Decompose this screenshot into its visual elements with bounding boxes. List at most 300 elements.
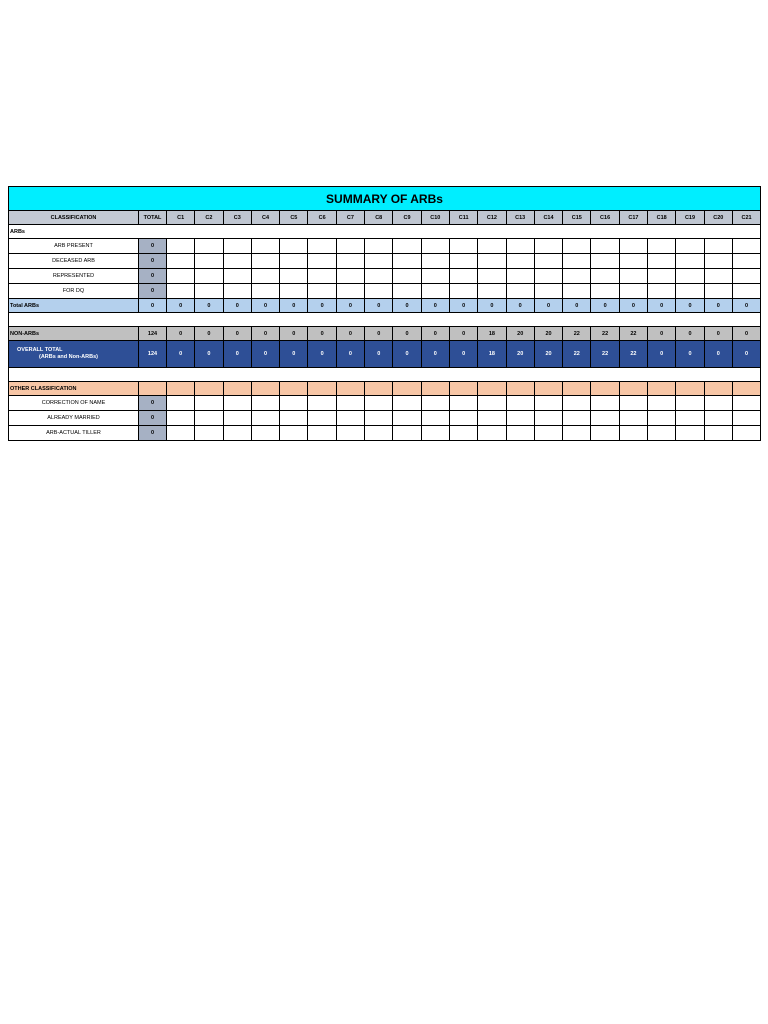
input-cell[interactable] — [167, 269, 195, 284]
other-item-label: ARB-ACTUAL TILLER — [9, 426, 139, 441]
overall-total-value: 0 — [648, 341, 676, 368]
input-cell[interactable] — [478, 269, 506, 284]
total-arbs-value: 0 — [619, 299, 647, 313]
overall-total-value: 0 — [365, 341, 393, 368]
input-cell[interactable] — [365, 411, 393, 426]
input-cell[interactable] — [534, 411, 562, 426]
empty-cell — [421, 382, 449, 396]
total-arbs-value: 0 — [563, 299, 591, 313]
input-cell[interactable] — [167, 284, 195, 299]
overall-total-value: 0 — [449, 341, 477, 368]
empty-cell — [591, 368, 619, 382]
empty-cell — [421, 368, 449, 382]
empty-cell — [534, 368, 562, 382]
empty-cell — [704, 368, 732, 382]
input-cell[interactable] — [704, 254, 732, 269]
input-cell[interactable] — [563, 254, 591, 269]
input-cell[interactable] — [534, 239, 562, 254]
total-arbs-value: 0 — [648, 299, 676, 313]
total-arbs-value: 0 — [591, 299, 619, 313]
empty-cell — [478, 368, 506, 382]
arbs-section-row — [9, 225, 761, 239]
total-arbs-value: 0 — [280, 299, 308, 313]
input-cell[interactable] — [223, 239, 251, 254]
input-cell[interactable] — [223, 426, 251, 441]
input-cell[interactable] — [308, 254, 336, 269]
input-cell[interactable] — [648, 254, 676, 269]
input-cell[interactable] — [336, 411, 364, 426]
empty-cell — [393, 225, 421, 239]
total-arbs-value: 0 — [251, 299, 279, 313]
input-cell[interactable] — [676, 239, 704, 254]
input-cell[interactable] — [195, 426, 223, 441]
input-cell[interactable] — [506, 426, 534, 441]
overall-total-value: 0 — [280, 341, 308, 368]
overall-total-value: 0 — [732, 341, 760, 368]
empty-cell — [648, 225, 676, 239]
empty-cell — [619, 368, 647, 382]
input-cell[interactable] — [223, 269, 251, 284]
input-cell[interactable] — [421, 239, 449, 254]
input-cell[interactable] — [365, 269, 393, 284]
input-cell[interactable] — [195, 254, 223, 269]
input-cell[interactable] — [619, 269, 647, 284]
input-cell[interactable] — [336, 396, 364, 411]
other-item-label: ALREADY MARRIED — [9, 411, 139, 426]
input-cell[interactable] — [336, 254, 364, 269]
empty-cell — [393, 368, 421, 382]
input-cell[interactable] — [251, 239, 279, 254]
non-arbs-value: 0 — [704, 327, 732, 341]
overall-total-value: 0 — [308, 341, 336, 368]
input-cell[interactable] — [421, 411, 449, 426]
arb-item-row — [9, 254, 761, 269]
input-cell[interactable] — [251, 396, 279, 411]
empty-cell — [251, 368, 279, 382]
empty-cell — [534, 225, 562, 239]
non-arbs-value: 22 — [563, 327, 591, 341]
input-cell[interactable] — [251, 254, 279, 269]
total-arbs-value: 0 — [534, 299, 562, 313]
input-cell[interactable] — [478, 426, 506, 441]
other-classification-label: OTHER CLASSIFICATION — [9, 382, 139, 396]
input-cell[interactable] — [251, 284, 279, 299]
overall-total-value: 0 — [704, 341, 732, 368]
input-cell[interactable] — [506, 239, 534, 254]
input-cell[interactable] — [280, 411, 308, 426]
input-cell[interactable] — [449, 254, 477, 269]
empty-cell — [676, 225, 704, 239]
non-arbs-value: 22 — [591, 327, 619, 341]
overall-total-value: 20 — [506, 341, 534, 368]
empty-cell — [506, 313, 534, 327]
empty-cell — [421, 225, 449, 239]
empty-cell — [251, 225, 279, 239]
input-cell[interactable] — [280, 254, 308, 269]
input-cell[interactable] — [195, 396, 223, 411]
empty-cell — [421, 313, 449, 327]
overall-total-value: 18 — [478, 341, 506, 368]
input-cell[interactable] — [449, 284, 477, 299]
empty-cell — [223, 382, 251, 396]
input-cell[interactable] — [280, 284, 308, 299]
empty-cell — [591, 225, 619, 239]
header-classification: CLASSIFICATION — [9, 211, 139, 225]
input-cell[interactable] — [308, 411, 336, 426]
input-cell[interactable] — [478, 284, 506, 299]
input-cell[interactable] — [619, 426, 647, 441]
input-cell[interactable] — [534, 269, 562, 284]
input-cell[interactable] — [393, 269, 421, 284]
input-cell[interactable] — [251, 269, 279, 284]
empty-cell — [704, 382, 732, 396]
input-cell[interactable] — [365, 284, 393, 299]
input-cell[interactable] — [336, 239, 364, 254]
input-cell[interactable] — [251, 411, 279, 426]
input-cell[interactable] — [563, 284, 591, 299]
overall-total-label-cell — [9, 341, 139, 368]
input-cell[interactable] — [676, 284, 704, 299]
input-cell[interactable] — [223, 411, 251, 426]
input-cell[interactable] — [308, 396, 336, 411]
input-cell[interactable] — [223, 396, 251, 411]
empty-cell — [167, 382, 195, 396]
header-column: C12 — [478, 211, 506, 225]
input-cell[interactable] — [167, 426, 195, 441]
header-column: C6 — [308, 211, 336, 225]
empty-cell — [506, 225, 534, 239]
empty-cell — [563, 368, 591, 382]
input-cell[interactable] — [591, 284, 619, 299]
input-cell[interactable] — [336, 284, 364, 299]
total-arbs-value: 0 — [449, 299, 477, 313]
empty-cell — [478, 382, 506, 396]
header-column: C4 — [251, 211, 279, 225]
non-arbs-value: 0 — [393, 327, 421, 341]
input-cell[interactable] — [732, 396, 760, 411]
total-arbs-value: 0 — [308, 299, 336, 313]
input-cell[interactable] — [308, 269, 336, 284]
non-arbs-value: 0 — [308, 327, 336, 341]
input-cell[interactable] — [619, 284, 647, 299]
input-cell[interactable] — [732, 239, 760, 254]
input-cell[interactable] — [421, 396, 449, 411]
input-cell[interactable] — [449, 411, 477, 426]
input-cell[interactable] — [195, 239, 223, 254]
input-cell[interactable] — [563, 426, 591, 441]
empty-cell — [619, 225, 647, 239]
input-cell[interactable] — [732, 411, 760, 426]
empty-cell — [280, 313, 308, 327]
input-cell[interactable] — [534, 284, 562, 299]
header-column: C19 — [676, 211, 704, 225]
input-cell[interactable] — [676, 269, 704, 284]
input-cell[interactable] — [648, 269, 676, 284]
empty-cell — [676, 368, 704, 382]
input-cell[interactable] — [704, 411, 732, 426]
non-arbs-value: 22 — [619, 327, 647, 341]
total-arbs-value: 0 — [676, 299, 704, 313]
other-item-label: CORRECTION OF NAME — [9, 396, 139, 411]
non-arbs-value: 0 — [732, 327, 760, 341]
arb-item-label: DECEASED ARB — [9, 254, 139, 269]
overall-total-value: 0 — [676, 341, 704, 368]
total-arbs-value: 0 — [732, 299, 760, 313]
empty-cell — [563, 313, 591, 327]
input-cell[interactable] — [534, 396, 562, 411]
non-arbs-value: 0 — [336, 327, 364, 341]
input-cell[interactable] — [648, 411, 676, 426]
header-column: C14 — [534, 211, 562, 225]
non-arbs-value: 0 — [251, 327, 279, 341]
input-cell[interactable] — [280, 269, 308, 284]
input-cell[interactable] — [648, 284, 676, 299]
overall-total-label: OVERALL TOTAL — [17, 347, 63, 353]
input-cell[interactable] — [195, 269, 223, 284]
total-arbs-row — [9, 299, 761, 313]
input-cell[interactable] — [732, 284, 760, 299]
arb-item-label: REPRESENTED — [9, 269, 139, 284]
total-arbs-value: 0 — [195, 299, 223, 313]
empty-cell — [139, 382, 167, 396]
input-cell[interactable] — [732, 426, 760, 441]
input-cell[interactable] — [506, 254, 534, 269]
input-cell[interactable] — [280, 239, 308, 254]
other-item-total: 0 — [139, 396, 167, 411]
input-cell[interactable] — [506, 284, 534, 299]
input-cell[interactable] — [336, 269, 364, 284]
total-arbs-label: Total ARBs — [9, 299, 139, 313]
other-item-total: 0 — [139, 411, 167, 426]
empty-cell — [280, 225, 308, 239]
input-cell[interactable] — [591, 239, 619, 254]
input-cell[interactable] — [563, 396, 591, 411]
input-cell[interactable] — [704, 239, 732, 254]
empty-cell — [139, 225, 167, 239]
empty-cell — [732, 368, 760, 382]
input-cell[interactable] — [167, 396, 195, 411]
empty-cell — [308, 313, 336, 327]
input-cell[interactable] — [619, 239, 647, 254]
input-cell[interactable] — [534, 426, 562, 441]
empty-cell — [223, 368, 251, 382]
header-column: C5 — [280, 211, 308, 225]
total-arbs-value: 0 — [421, 299, 449, 313]
header-column: C17 — [619, 211, 647, 225]
input-cell[interactable] — [563, 269, 591, 284]
input-cell[interactable] — [676, 396, 704, 411]
input-cell[interactable] — [449, 426, 477, 441]
input-cell[interactable] — [732, 269, 760, 284]
input-cell[interactable] — [167, 411, 195, 426]
input-cell[interactable] — [506, 396, 534, 411]
overall-total-total: 124 — [139, 341, 167, 368]
non-arbs-value: 0 — [223, 327, 251, 341]
non-arbs-value: 18 — [478, 327, 506, 341]
overall-total-row — [9, 341, 761, 368]
empty-cell — [478, 313, 506, 327]
input-cell[interactable] — [195, 411, 223, 426]
header-column: C21 — [732, 211, 760, 225]
overall-total-sublabel: (ARBs and Non-ARBs) — [39, 354, 98, 360]
input-cell[interactable] — [393, 239, 421, 254]
spacer-row — [9, 368, 761, 382]
input-cell[interactable] — [308, 239, 336, 254]
empty-cell — [619, 382, 647, 396]
input-cell[interactable] — [449, 396, 477, 411]
input-cell[interactable] — [421, 426, 449, 441]
non-arbs-value: 0 — [167, 327, 195, 341]
total-arbs-value: 0 — [365, 299, 393, 313]
input-cell[interactable] — [421, 254, 449, 269]
input-cell[interactable] — [676, 254, 704, 269]
overall-total-value: 22 — [563, 341, 591, 368]
header-column: C3 — [223, 211, 251, 225]
overall-total-value: 0 — [223, 341, 251, 368]
sheet-title: SUMMARY OF ARBs — [8, 186, 761, 210]
overall-total-value: 0 — [195, 341, 223, 368]
overall-total-value: 0 — [167, 341, 195, 368]
input-cell[interactable] — [648, 426, 676, 441]
non-arbs-value: 20 — [534, 327, 562, 341]
input-cell[interactable] — [167, 254, 195, 269]
empty-cell — [732, 382, 760, 396]
empty-cell — [365, 313, 393, 327]
empty-cell — [732, 313, 760, 327]
arbs-section-label: ARBs — [9, 225, 139, 239]
empty-cell — [195, 313, 223, 327]
input-cell[interactable] — [563, 411, 591, 426]
input-cell[interactable] — [336, 426, 364, 441]
arb-item-label: FOR DQ — [9, 284, 139, 299]
arb-item-total: 0 — [139, 254, 167, 269]
total-arbs-total: 0 — [139, 299, 167, 313]
other-item-row — [9, 426, 761, 441]
input-cell[interactable] — [704, 284, 732, 299]
input-cell[interactable] — [365, 254, 393, 269]
input-cell[interactable] — [676, 411, 704, 426]
input-cell[interactable] — [591, 269, 619, 284]
input-cell[interactable] — [365, 426, 393, 441]
input-cell[interactable] — [506, 411, 534, 426]
input-cell[interactable] — [506, 269, 534, 284]
header-column: C16 — [591, 211, 619, 225]
input-cell[interactable] — [365, 396, 393, 411]
empty-cell — [9, 313, 139, 327]
arb-item-total: 0 — [139, 239, 167, 254]
input-cell[interactable] — [393, 254, 421, 269]
header-column: C1 — [167, 211, 195, 225]
empty-cell — [648, 368, 676, 382]
input-cell[interactable] — [449, 239, 477, 254]
empty-cell — [167, 313, 195, 327]
input-cell[interactable] — [393, 284, 421, 299]
input-cell[interactable] — [648, 396, 676, 411]
empty-cell — [449, 382, 477, 396]
header-column: C20 — [704, 211, 732, 225]
empty-cell — [139, 368, 167, 382]
arb-item-row — [9, 284, 761, 299]
input-cell[interactable] — [704, 269, 732, 284]
input-cell[interactable] — [478, 396, 506, 411]
input-cell[interactable] — [619, 411, 647, 426]
input-cell[interactable] — [308, 284, 336, 299]
empty-cell — [648, 313, 676, 327]
total-arbs-value: 0 — [223, 299, 251, 313]
input-cell[interactable] — [223, 284, 251, 299]
input-cell[interactable] — [563, 239, 591, 254]
input-cell[interactable] — [393, 396, 421, 411]
total-arbs-value: 0 — [478, 299, 506, 313]
input-cell[interactable] — [591, 396, 619, 411]
input-cell[interactable] — [365, 239, 393, 254]
input-cell[interactable] — [704, 426, 732, 441]
input-cell[interactable] — [676, 426, 704, 441]
input-cell[interactable] — [280, 426, 308, 441]
input-cell[interactable] — [534, 254, 562, 269]
spacer-row — [9, 313, 761, 327]
input-cell[interactable] — [591, 426, 619, 441]
total-arbs-value: 0 — [167, 299, 195, 313]
input-cell[interactable] — [478, 239, 506, 254]
empty-cell — [648, 382, 676, 396]
non-arbs-row — [9, 327, 761, 341]
empty-cell — [9, 368, 139, 382]
input-cell[interactable] — [449, 269, 477, 284]
input-cell[interactable] — [591, 411, 619, 426]
other-classification-row — [9, 382, 761, 396]
empty-cell — [308, 382, 336, 396]
non-arbs-value: 0 — [365, 327, 393, 341]
empty-cell — [619, 313, 647, 327]
input-cell[interactable] — [308, 426, 336, 441]
empty-cell — [591, 382, 619, 396]
non-arbs-total: 124 — [139, 327, 167, 341]
input-cell[interactable] — [619, 254, 647, 269]
input-cell[interactable] — [648, 239, 676, 254]
arb-item-row — [9, 239, 761, 254]
empty-cell — [534, 313, 562, 327]
empty-cell — [393, 313, 421, 327]
input-cell[interactable] — [478, 411, 506, 426]
input-cell[interactable] — [167, 239, 195, 254]
other-item-row — [9, 396, 761, 411]
input-cell[interactable] — [223, 254, 251, 269]
input-cell[interactable] — [478, 254, 506, 269]
input-cell[interactable] — [732, 254, 760, 269]
arb-item-total: 0 — [139, 284, 167, 299]
input-cell[interactable] — [251, 426, 279, 441]
header-column: C11 — [449, 211, 477, 225]
input-cell[interactable] — [704, 396, 732, 411]
input-cell[interactable] — [421, 284, 449, 299]
input-cell[interactable] — [619, 396, 647, 411]
overall-total-value: 0 — [393, 341, 421, 368]
other-item-row — [9, 411, 761, 426]
header-column: C2 — [195, 211, 223, 225]
header-total: TOTAL — [139, 211, 167, 225]
input-cell[interactable] — [421, 269, 449, 284]
empty-cell — [676, 313, 704, 327]
input-cell[interactable] — [195, 284, 223, 299]
input-cell[interactable] — [591, 254, 619, 269]
input-cell[interactable] — [280, 396, 308, 411]
input-cell[interactable] — [393, 426, 421, 441]
empty-cell — [139, 313, 167, 327]
input-cell[interactable] — [393, 411, 421, 426]
summary-table — [8, 210, 761, 441]
empty-cell — [506, 368, 534, 382]
